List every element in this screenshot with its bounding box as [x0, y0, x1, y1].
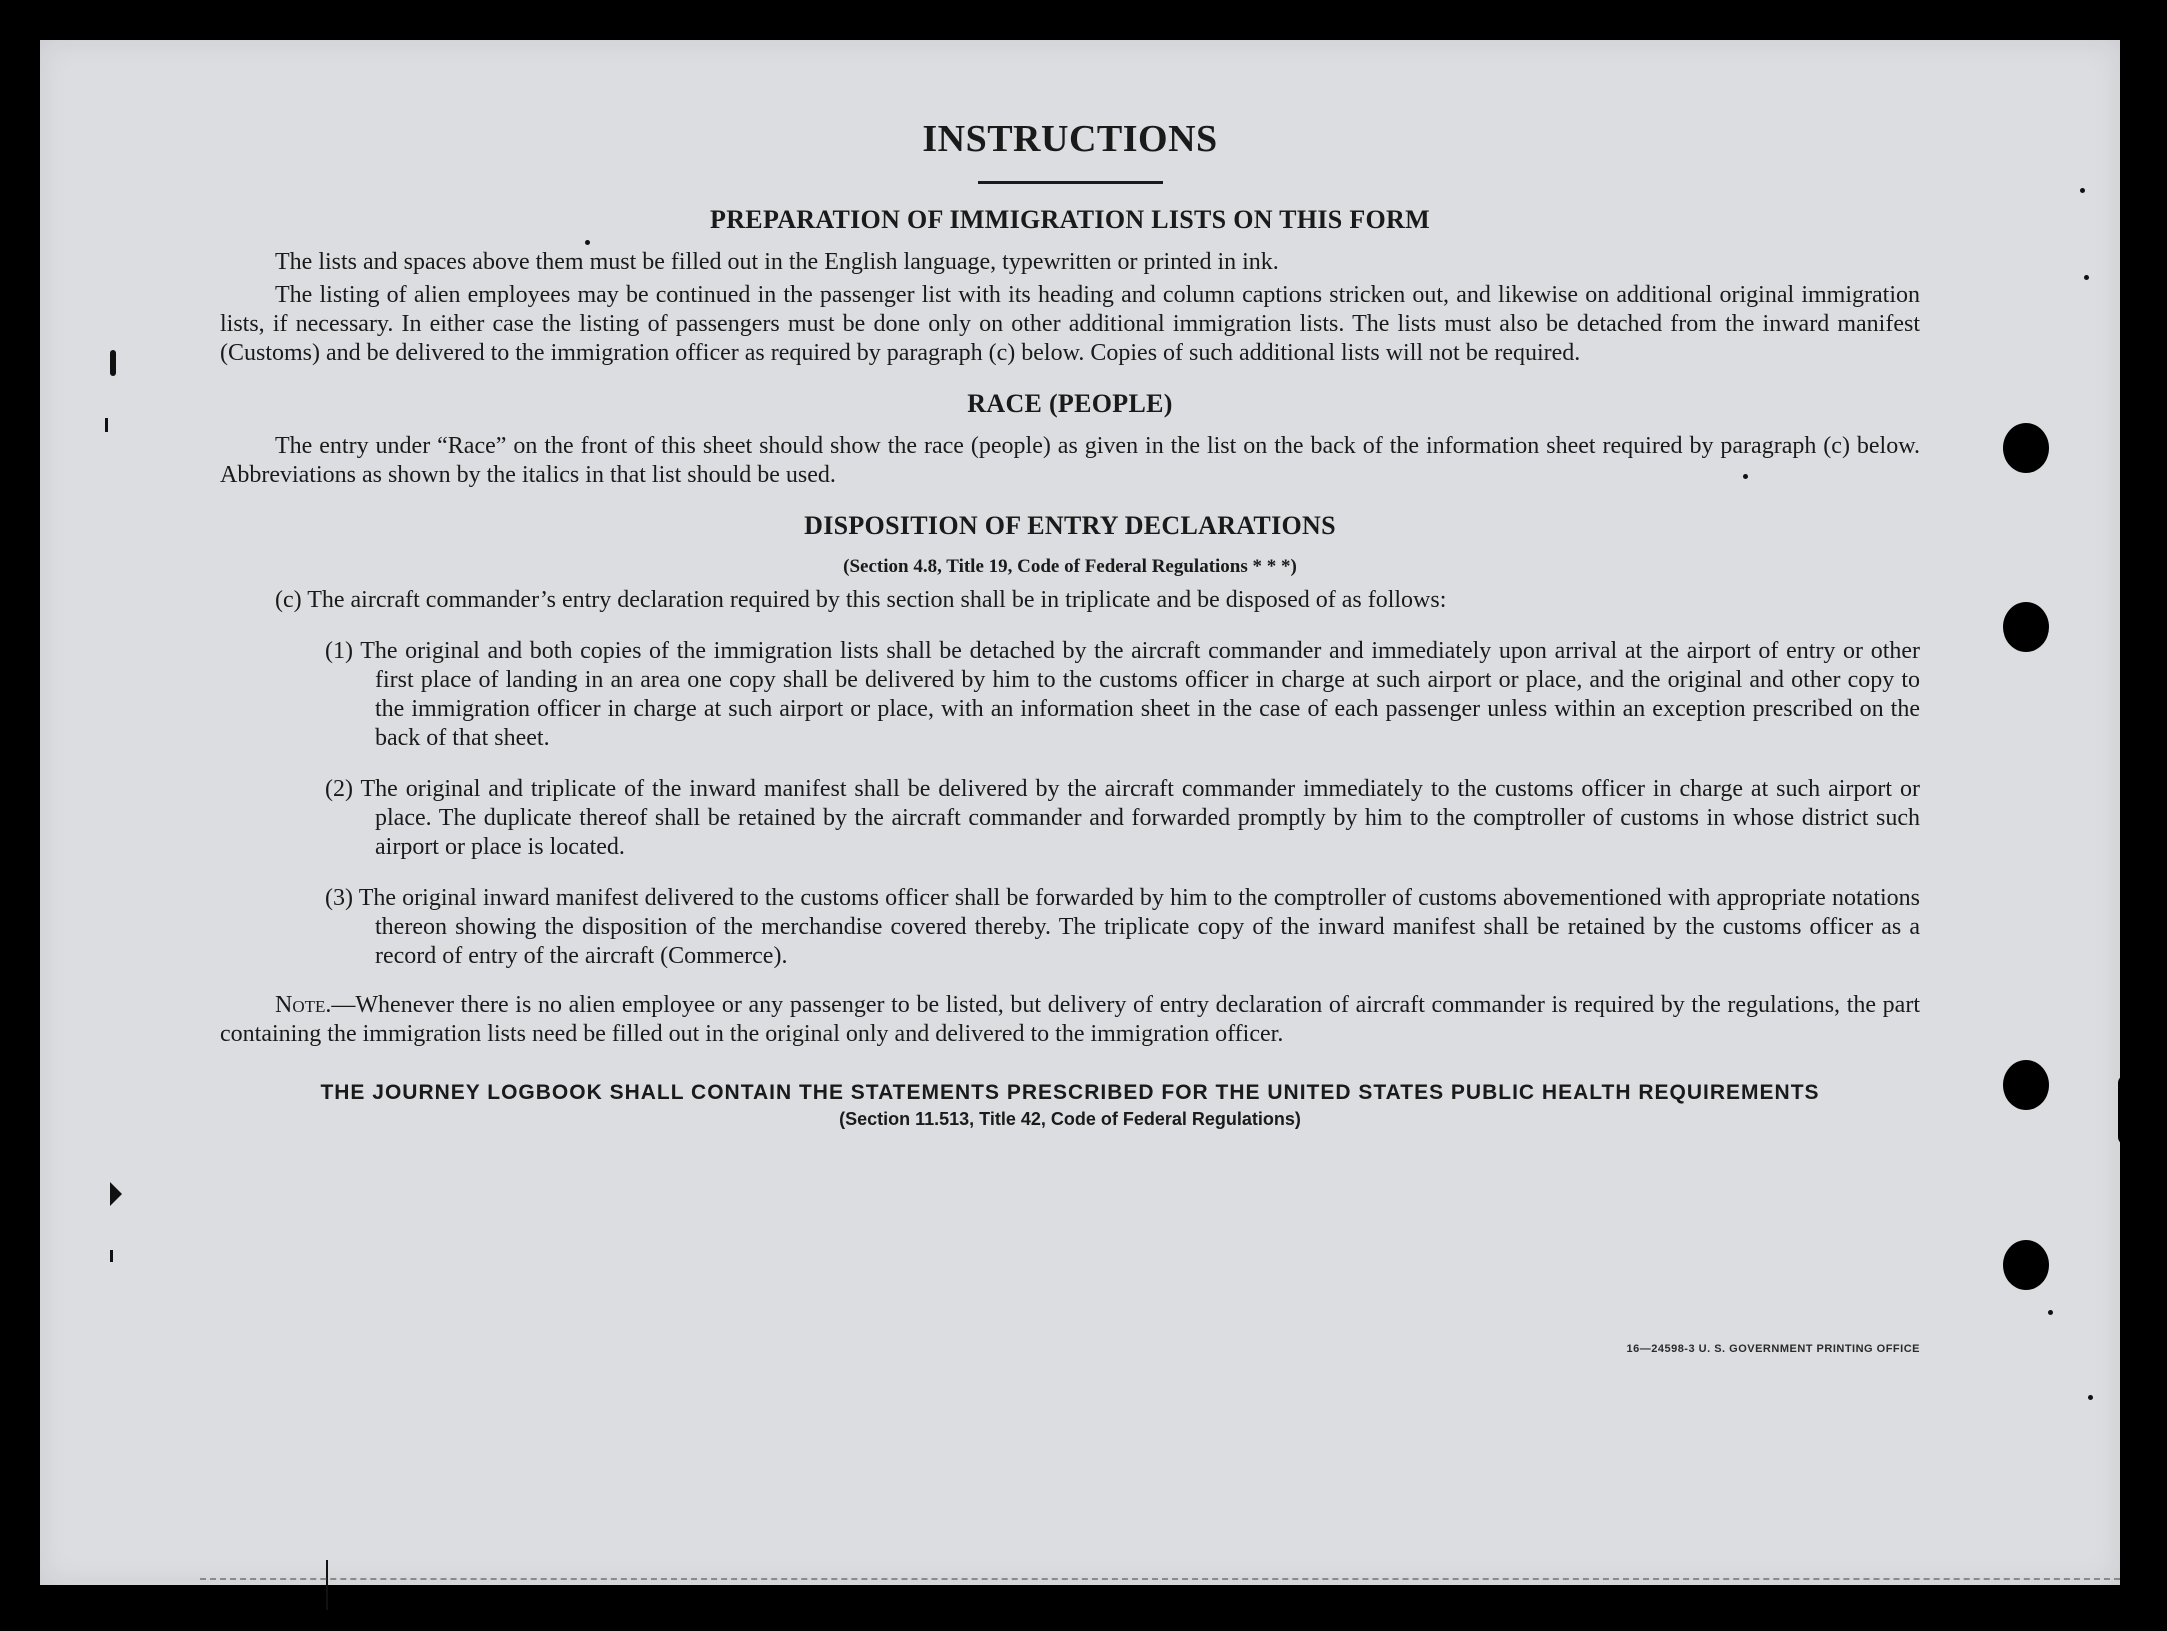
- punch-hole-3: [2003, 1060, 2049, 1110]
- note-paragraph: [220, 991, 1920, 1049]
- disposition-intro: (c) The aircraft commander’s entry declaration required by this section shall be in triplicate and be disposed of as follows:: [275, 587, 1447, 613]
- note-text: —Whenever there is no alien employee or any passenger to be listed, but delivery of entry declaration of aircraft commander is required by the regulations, the part containing the immigration lists need be filled out in the original only and delivered to the immigration officer.: [220, 992, 1920, 1047]
- punch-hole-4: [2003, 1240, 2049, 1290]
- disposition-citation: (Section 4.8, Title 19, Code of Federal Regulations * * *): [843, 556, 1297, 577]
- punch-hole-1: [2003, 423, 2049, 473]
- margin-mark: [110, 350, 116, 376]
- edge-notch: [2118, 1075, 2128, 1145]
- disposition-heading: DISPOSITION OF ENTRY DECLARATIONS: [804, 511, 1336, 540]
- disposition-item-3: (3) The original inward manifest delivered to the customs officer shall be forwarded by him to the comptroller of customs abovementioned with appropriate notations thereon showing the disposition of the merchandise covered thereby. The triplicate copy of the inward manifest shall be retained by the customs officer as a record of entry of the aircraft (Commerce).: [325, 885, 1920, 969]
- disposition-item-1: (1) The original and both copies of the immigration lists shall be detached by the aircraft commander and immediately upon arrival at the airport of entry or other first place of landing in an area one copy shall be delivered by him to the customs officer in charge at such airport or place, and the original and other copy to the immigration officer in charge at such airport or place, with an information sheet in the case of each passenger unless within an exception prescribed on the back of that sheet.: [325, 638, 1920, 751]
- margin-mark: [105, 418, 108, 432]
- speck: [2084, 275, 2089, 280]
- margin-arrow-mark: [110, 1182, 122, 1206]
- punch-hole-2: [2003, 602, 2049, 652]
- speck: [585, 240, 590, 245]
- speck: [2048, 1310, 2053, 1315]
- preparation-para-1: The lists and spaces above them must be filled out in the English language, typewritten or printed in ink.: [275, 249, 1279, 275]
- printer-imprint: 16—24598-3 U. S. GOVERNMENT PRINTING OFFICE: [1626, 1343, 1920, 1355]
- perforation-line: [200, 1578, 2120, 1580]
- preparation-para-2: The listing of alien employees may be continued in the passenger list with its heading and column captions stricken out, and likewise on additional original immigration lists, if necessary. In either case the listing of passengers must be done only on other additional immigration lists. The lists must also be detached from the inward manifest (Customs) and be delivered to the immigration officer as required by paragraph (c) below. Copies of such additional lists will not be required.: [220, 282, 1920, 366]
- document-sheet: [40, 40, 2120, 1585]
- race-para: The entry under “Race” on the front of this sheet should show the race (people) as given in the list on the back of the information sheet required by paragraph (c) below. Abbreviations as shown by the italics in that list should be used.: [220, 433, 1920, 488]
- tear-mark: [326, 1560, 328, 1610]
- title-rule: [978, 181, 1163, 184]
- note-label: Note.: [275, 992, 332, 1018]
- health-requirements-statement: THE JOURNEY LOGBOOK SHALL CONTAIN THE STATEMENTS PRESCRIBED FOR THE UNITED STATES PUBLIC HEALTH REQUIREMENTS: [320, 1081, 1820, 1104]
- page-title: INSTRUCTIONS: [922, 118, 1218, 160]
- speck: [1743, 474, 1748, 479]
- speck: [2088, 1395, 2093, 1400]
- preparation-heading: PREPARATION OF IMMIGRATION LISTS ON THIS FORM: [710, 205, 1430, 234]
- disposition-item-2: (2) The original and triplicate of the inward manifest shall be delivered by the aircraft commander immediately to the customs officer in charge at such airport or place. The duplicate thereof shall be retained by the aircraft commander and forwarded promptly by him to the comptroller of customs in whose district such airport or place is located.: [325, 776, 1920, 860]
- margin-mark: [110, 1250, 113, 1262]
- instructions-content: [220, 115, 1920, 1355]
- speck: [2080, 188, 2085, 193]
- health-requirements-citation: (Section 11.513, Title 42, Code of Federal Regulations): [839, 1109, 1301, 1129]
- race-heading: RACE (PEOPLE): [967, 389, 1173, 418]
